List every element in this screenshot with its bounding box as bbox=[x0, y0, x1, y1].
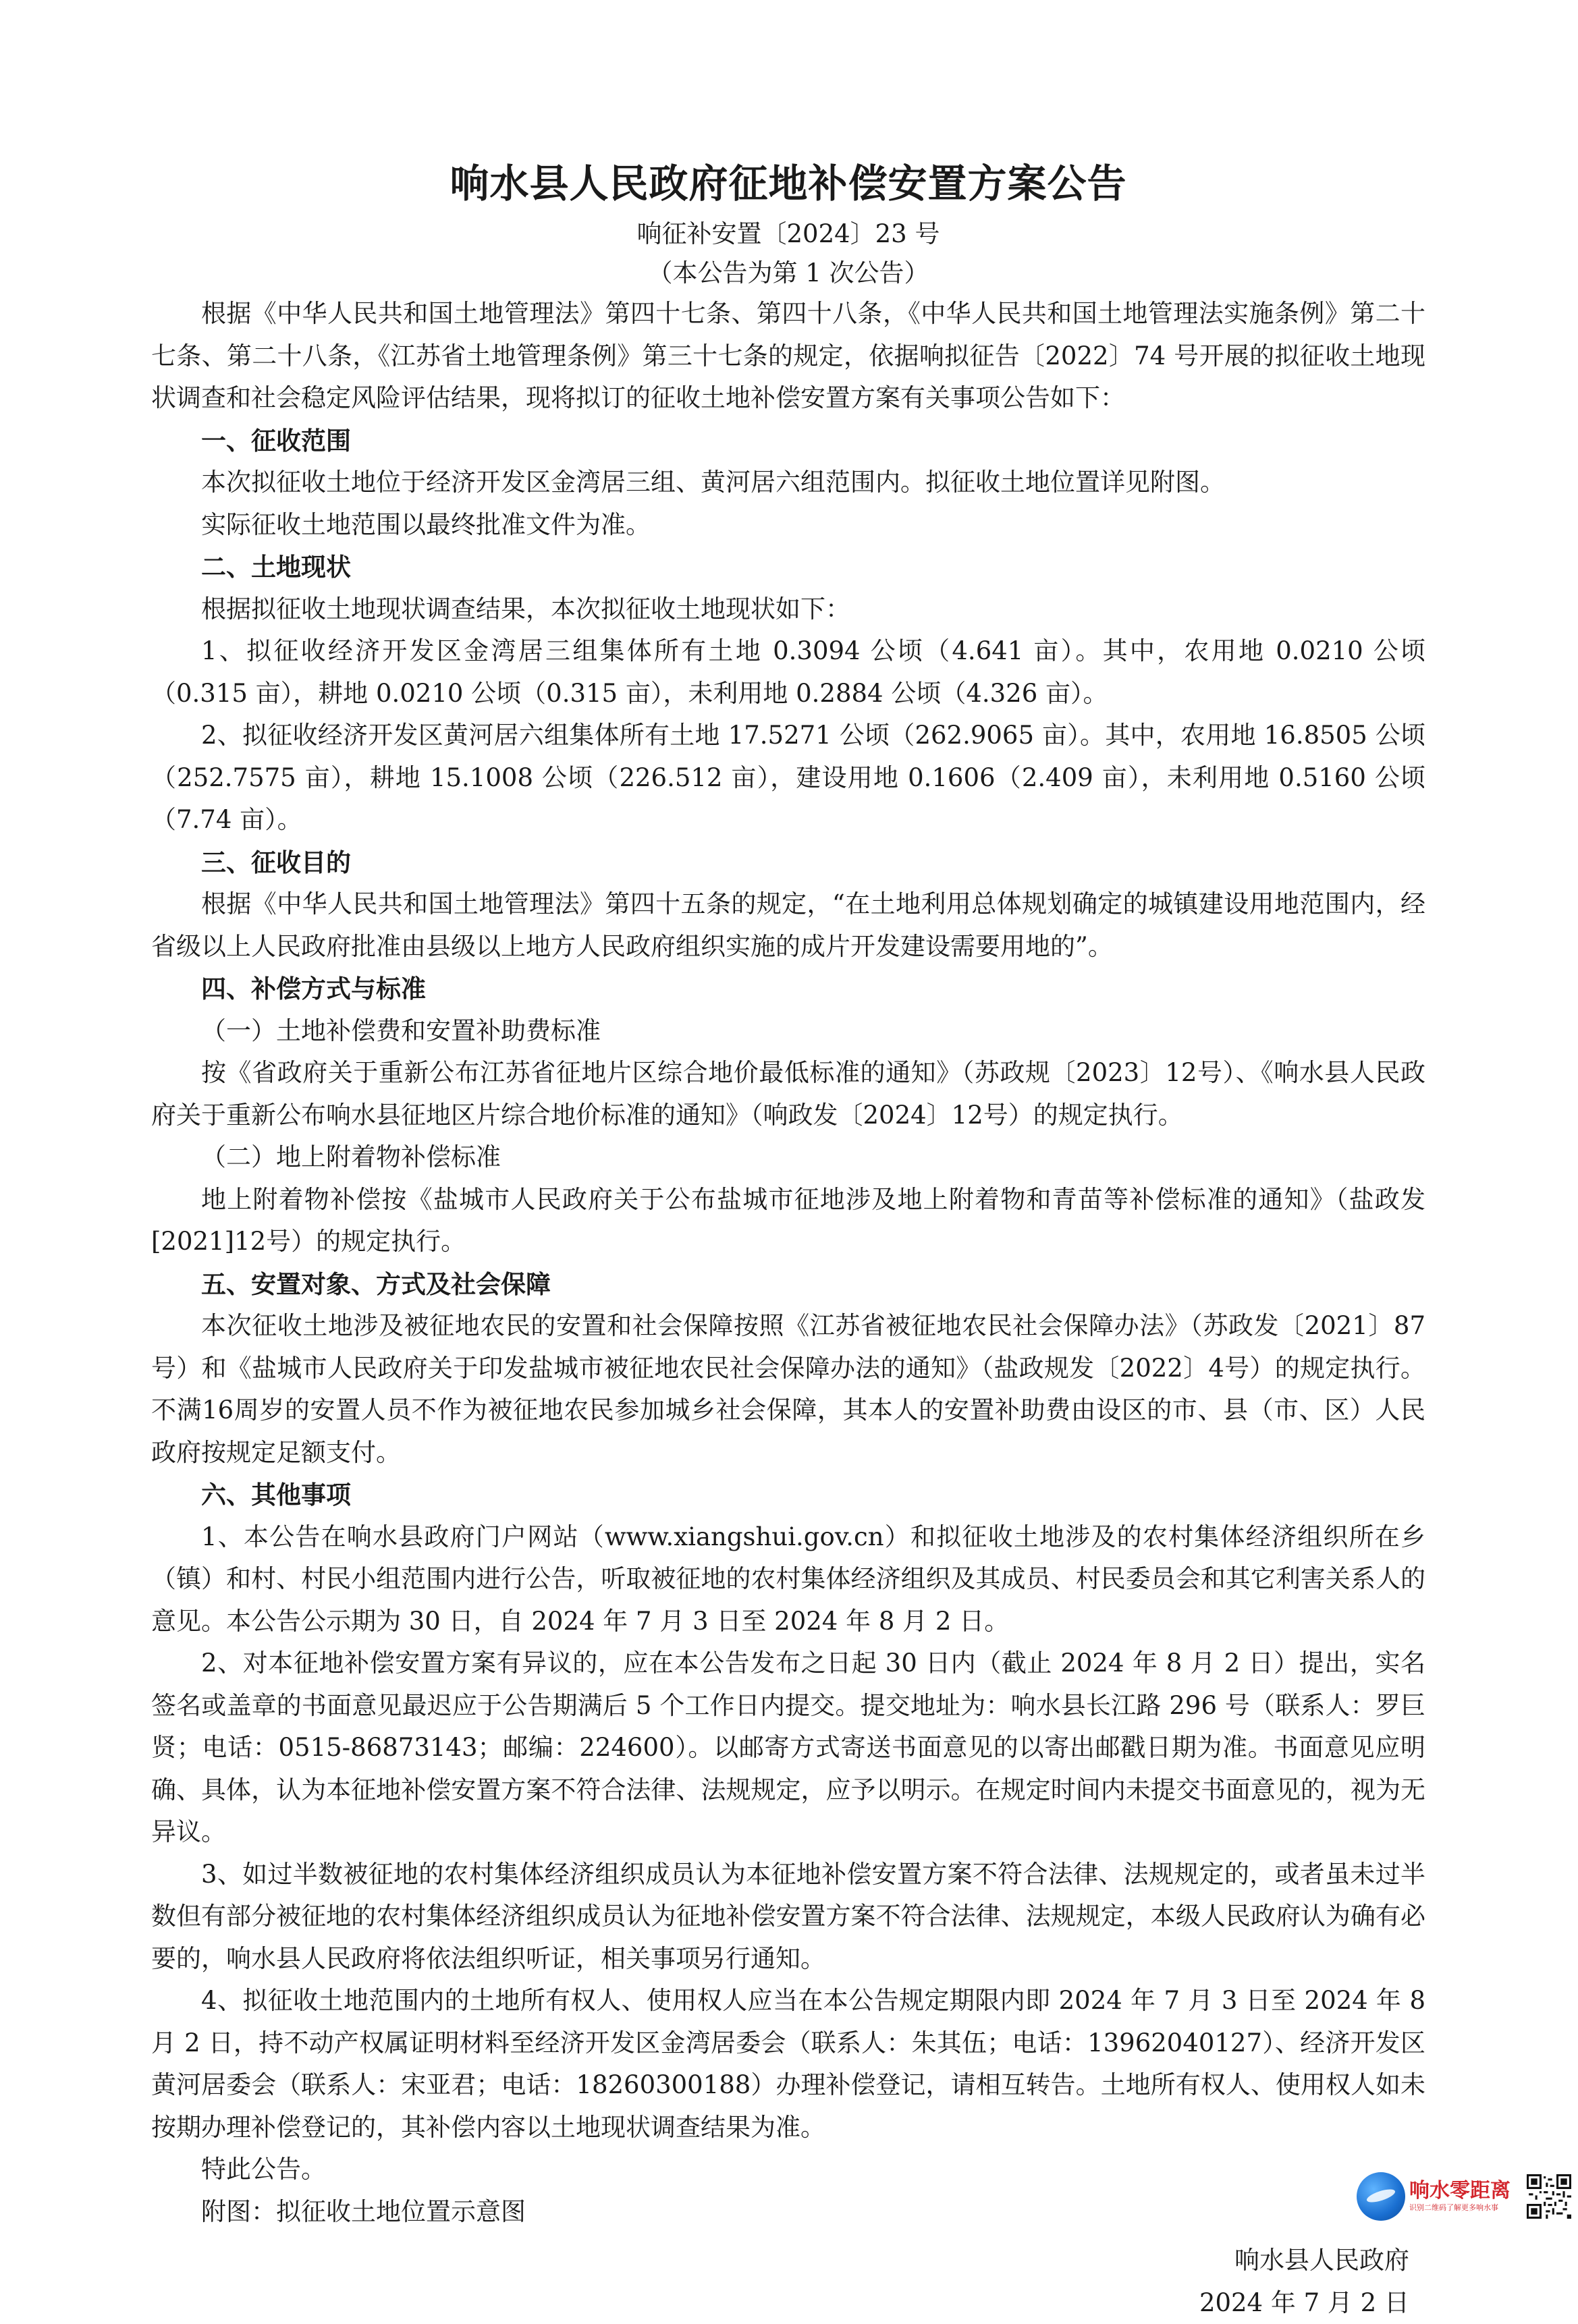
section-heading-other-matters: 六、其他事项 bbox=[151, 1474, 1425, 1516]
section-heading-resettlement: 五、安置对象、方式及社会保障 bbox=[151, 1263, 1425, 1306]
section-paragraph: 实际征收土地范围以最终批准文件为准。 bbox=[151, 504, 1425, 547]
closing-line: 特此公告。 bbox=[151, 2149, 1425, 2191]
document-number: 响征补安置〔2024〕23 号 bbox=[151, 215, 1425, 254]
signature-block bbox=[151, 2240, 1425, 2324]
section-paragraph: 地上附着物补偿按《盐城市人民政府关于公布盐城市征地涉及地上附着物和青苗等补偿标准的通知》（盐政发[2021]12号）的规定执行。 bbox=[151, 1179, 1425, 1263]
section-paragraph: 1、本公告在响水县政府门户网站（www.xiangshui.gov.cn）和拟征收土地涉及的农村集体经济组织所在乡（镇）和村、村民小组范围内进行公告，听取被征地的农村集体经济组织及其成员、村民委员会和其它利害关系人的意见。本公告公示期为 30 日，自 2024 年 7 月 3 日至 2024 年 8 月 2 日。 bbox=[151, 1516, 1425, 1643]
issuer-name: 响水县人民政府 bbox=[151, 2240, 1425, 2282]
watermark-tagline: 识别二维码了解更多响水事 bbox=[1409, 2203, 1511, 2213]
section-paragraph: 按《省政府关于重新公布江苏省征地片区综合地价最低标准的通知》（苏政规〔2023〕12号）、《响水县人民政府关于重新公布响水县征地区片综合地价标准的通知》（响政发〔2024〕12号）的规定执行。 bbox=[151, 1052, 1425, 1136]
section-paragraph: 2、拟征收经济开发区黄河居六组集体所有土地 17.5271 公顷（262.9065 亩）。其中，农用地 16.8505 公顷（252.7575 亩），耕地 15.1008 公顷（226.512 亩），建设用地 0.1606（2.409 亩），未利用地 0.5160 公顷（7.74 亩）。 bbox=[151, 715, 1425, 841]
section-paragraph: 1、拟征收经济开发区金湾居三组集体所有土地 0.3094 公顷（4.641 亩）。其中，农用地 0.0210 公顷（0.315 亩），耕地 0.0210 公顷（0.315 亩），未利用地 0.2884 公顷（4.326 亩）。 bbox=[151, 630, 1425, 715]
section-paragraph: 本次征收土地涉及被征地农民的安置和社会保障按照《江苏省被征地农民社会保障办法》（苏政发〔2021〕87号）和《盐城市人民政府关于印发盐城市被征地农民社会保障办法的通知》（盐政规发〔2022〕4号）的规定执行。不满16周岁的安置人员不作为被征地农民参加城乡社会保障，其本人的安置补助费由设区的市、县（市、区）人民政府按规定足额支付。 bbox=[151, 1305, 1425, 1474]
globe-logo-icon bbox=[1357, 2172, 1405, 2221]
document-page bbox=[151, 157, 1425, 2324]
section-heading-land-status: 二、土地现状 bbox=[151, 546, 1425, 588]
section-paragraph: 根据拟征收土地现状调查结果，本次拟征收土地现状如下： bbox=[151, 588, 1425, 631]
section-paragraph: 本次拟征收土地位于经济开发区金湾居三组、黄河居六组范围内。拟征收土地位置详见附图。 bbox=[151, 462, 1425, 504]
issue-date: 2024 年 7 月 2 日 bbox=[151, 2282, 1425, 2324]
subsection-heading: （一）土地补偿费和安置补助费标准 bbox=[151, 1010, 1425, 1053]
section-heading-scope: 一、征收范围 bbox=[151, 420, 1425, 462]
watermark-text bbox=[1409, 2180, 1511, 2213]
notice-round: （本公告为第 1 次公告） bbox=[151, 254, 1425, 293]
section-paragraph: 3、如过半数被征地的农村集体经济组织成员认为本征地补偿安置方案不符合法律、法规规定的，或者虽未过半数但有部分被征地的农村集体经济组织成员认为征地补偿安置方案不符合法律、法规规定，本级人民政府认为确有必要的，响水县人民政府将依法组织听证，相关事项另行通知。 bbox=[151, 1854, 1425, 1981]
section-paragraph: 根据《中华人民共和国土地管理法》第四十五条的规定，“在土地利用总体规划确定的城镇建设用地范围内，经省级以上人民政府批准由县级以上地方人民政府组织实施的成片开发建设需要用地的”。 bbox=[151, 883, 1425, 968]
intro-paragraph: 根据《中华人民共和国土地管理法》第四十七条、第四十八条，《中华人民共和国土地管理法实施条例》第二十七条、第二十八条，《江苏省土地管理条例》第三十七条的规定，依据响拟征告〔2022〕74 号开展的拟征收土地现状调查和社会稳定风险评估结果，现将拟订的征收土地补偿安置方案有关事项公告如下： bbox=[151, 293, 1425, 420]
section-paragraph: 4、拟征收土地范围内的土地所有权人、使用权人应当在本公告规定期限内即 2024 年 7 月 3 日至 2024 年 8 月 2 日，持不动产权属证明材料至经济开发区金湾居委会（联系人：朱其伍；电话：13962040127）、经济开发区黄河居委会（联系人：宋亚君；电话：18260300188）办理补偿登记，请相互转告。土地所有权人、使用权人如未按期办理补偿登记的，其补偿内容以土地现状调查结果为准。 bbox=[151, 1980, 1425, 2149]
section-paragraph: 2、对本征地补偿安置方案有异议的，应在本公告发布之日起 30 日内（截止 2024 年 8 月 2 日）提出，实名签名或盖章的书面意见最迟应于公告期满后 5 个工作日内提交。提交地址为：响水县长江路 296 号（联系人：罗巨贤；电话：0515-86873143；邮编：224600）。以邮寄方式寄送书面意见的以寄出邮戳日期为准。书面意见应明确、具体，认为本征地补偿安置方案不符合法律、法规规定，应予以明示。在规定时间内未提交书面意见的，视为无异议。 bbox=[151, 1642, 1425, 1854]
section-heading-purpose: 三、征收目的 bbox=[151, 841, 1425, 884]
watermark-name: 响水零距离 bbox=[1409, 2180, 1511, 2203]
attachment-line: 附图：拟征收土地位置示意图 bbox=[151, 2191, 1425, 2234]
section-heading-compensation: 四、补偿方式与标准 bbox=[151, 968, 1425, 1010]
qr-code-icon bbox=[1527, 2174, 1571, 2219]
document-title: 响水县人民政府征地补偿安置方案公告 bbox=[151, 157, 1425, 211]
subsection-heading: （二）地上附着物补偿标准 bbox=[151, 1136, 1425, 1179]
